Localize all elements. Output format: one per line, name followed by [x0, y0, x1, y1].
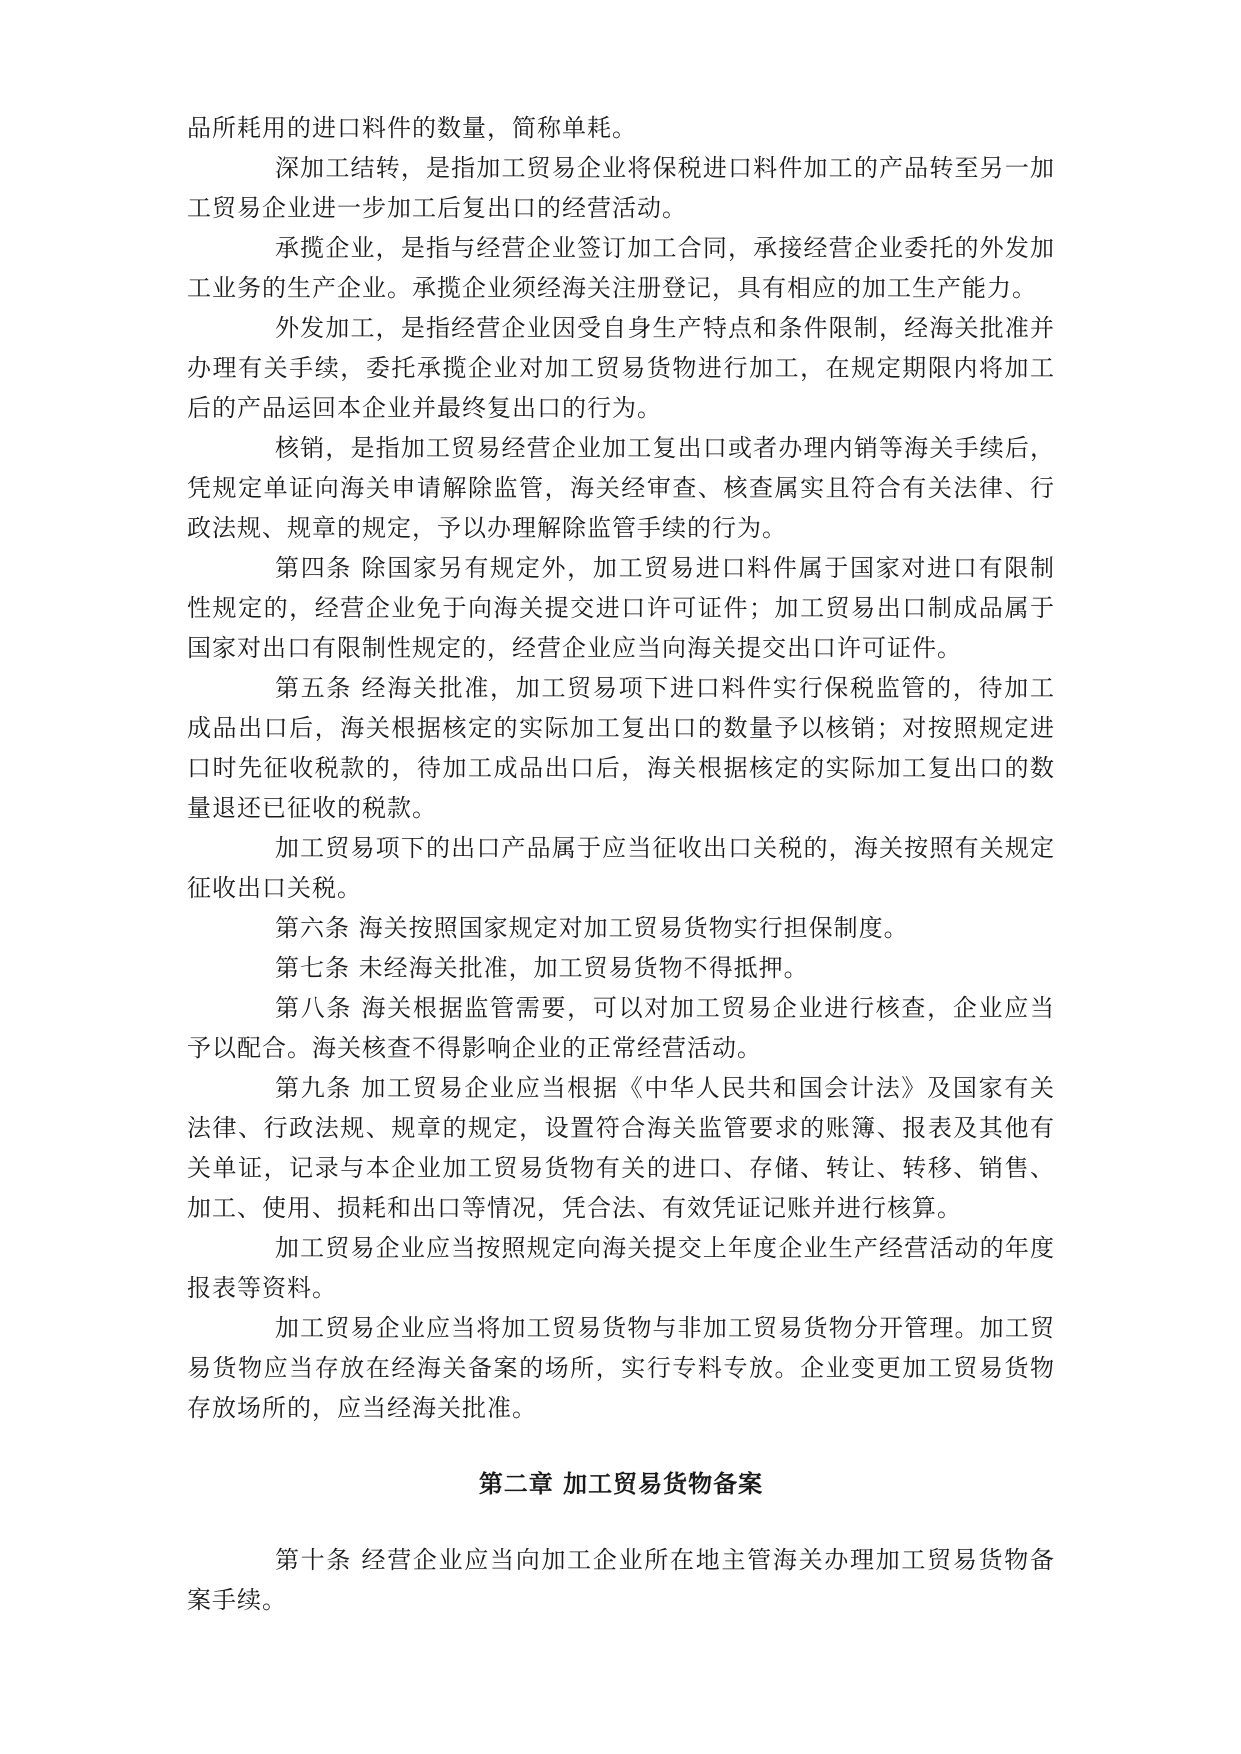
- paragraph: 加工贸易企业应当按照规定向海关提交上年度企业生产经营活动的年度报表等资料。: [187, 1234, 1055, 1302]
- paragraph: 品所耗用的进口料件的数量，简称单耗。: [187, 114, 637, 142]
- article-7-paragraph: 第七条 未经海关批准，加工贸易货物不得抵押。: [275, 954, 809, 982]
- paragraph: 深加工结转，是指加工贸易企业将保税进口料件加工的产品转至另一加工贸易企业进一步加工后复出口的经营活动。: [187, 154, 1055, 222]
- paragraph: 承揽企业，是指与经营企业签订加工合同，承接经营企业委托的外发加工业务的生产企业。承揽企业须经海关注册登记，具有相应的加工生产能力。: [187, 234, 1055, 302]
- article-6-paragraph: 第六条 海关按照国家规定对加工贸易货物实行担保制度。: [275, 914, 909, 942]
- article-9-paragraph: 第九条 加工贸易企业应当根据《中华人民共和国会计法》及国家有关法律、行政法规、规章的规定，设置符合海关监管要求的账簿、报表及其他有关单证，记录与本企业加工贸易货物有关的进口、存储、转让、转移、销售、加工、使用、损耗和出口等情况，凭合法、有效凭证记账并进行核算。: [187, 1074, 1055, 1222]
- article-4-paragraph: 第四条 除国家另有规定外，加工贸易进口料件属于国家对进口有限制性规定的，经营企业免于向海关提交进口许可证件；加工贸易出口制成品属于国家对出口有限制性规定的，经营企业应当向海关提交出口许可证件。: [187, 554, 1055, 662]
- article-8-paragraph: 第八条 海关根据监管需要，可以对加工贸易企业进行核查，企业应当予以配合。海关核查不得影响企业的正常经营活动。: [187, 994, 1055, 1062]
- paragraph: 加工贸易项下的出口产品属于应当征收出口关税的，海关按照有关规定征收出口关税。: [187, 834, 1055, 902]
- article-10-paragraph: 第十条 经营企业应当向加工企业所在地主管海关办理加工贸易货物备案手续。: [187, 1546, 1055, 1614]
- paragraph: 外发加工，是指经营企业因受自身生产特点和条件限制，经海关批准并办理有关手续，委托承揽企业对加工贸易货物进行加工，在规定期限内将加工后的产品运回本企业并最终复出口的行为。: [187, 314, 1055, 422]
- article-5-paragraph: 第五条 经海关批准，加工贸易项下进口料件实行保税监管的，待加工成品出口后，海关根据核定的实际加工复出口的数量予以核销；对按照规定进口时先征收税款的，待加工成品出口后，海关根据核定的实际加工复出口的数量退还已征收的税款。: [187, 674, 1055, 822]
- paragraph: 核销，是指加工贸易经营企业加工复出口或者办理内销等海关手续后，凭规定单证向海关申请解除监管，海关经审查、核查属实且符合有关法律、行政法规、规章的规定，予以办理解除监管手续的行为。: [187, 434, 1055, 542]
- paragraph: 加工贸易企业应当将加工贸易货物与非加工贸易货物分开管理。加工贸易货物应当存放在经海关备案的场所，实行专料专放。企业变更加工贸易货物存放场所的，应当经海关批准。: [187, 1314, 1055, 1422]
- document-page: [187, 108, 1055, 1620]
- chapter-title: 第二章 加工贸易货物备案: [478, 1469, 764, 1498]
